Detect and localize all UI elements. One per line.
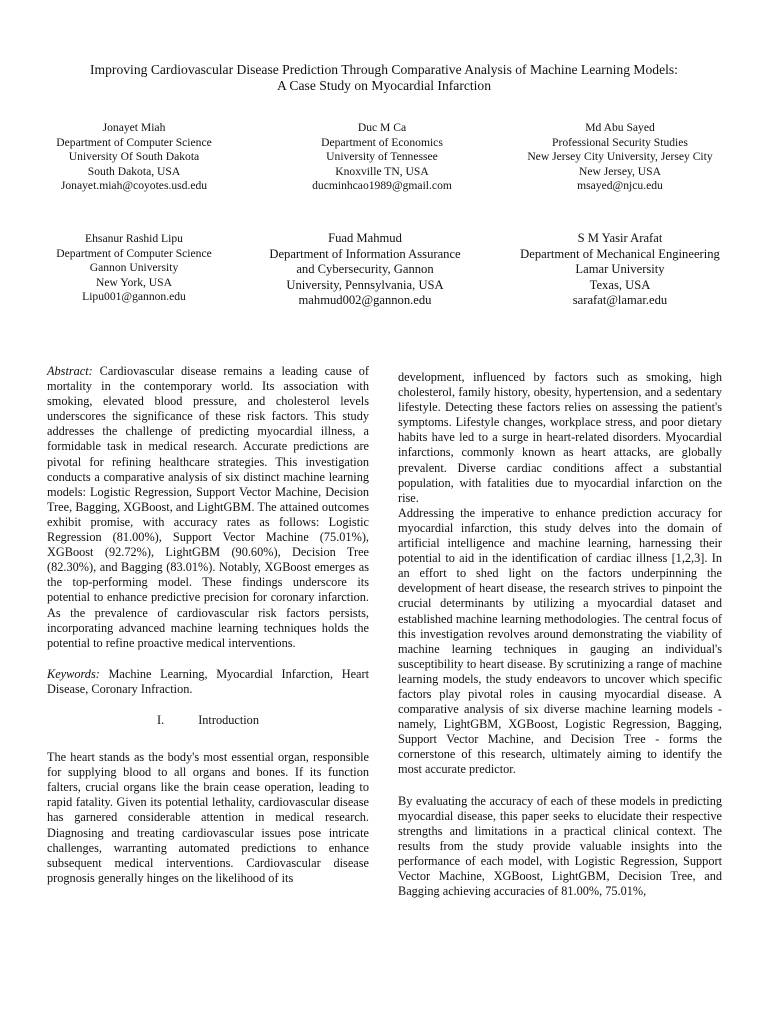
author-affiliation: Texas, USA xyxy=(589,277,651,292)
author-affiliation: Knoxville TN, USA xyxy=(335,164,429,178)
author-affiliation: Department of Information Assurance xyxy=(269,246,461,261)
left-column xyxy=(47,364,369,886)
section-number: I. xyxy=(157,712,165,727)
author-affiliation: University, Pennsylvania, USA xyxy=(286,277,444,292)
title-line-2: A Case Study on Myocardial Infarction xyxy=(276,78,492,93)
author-name: Duc M Ca xyxy=(357,121,407,134)
author-email: Lipu001@gannon.edu xyxy=(82,290,186,304)
author-block xyxy=(252,231,478,309)
author-affiliation: Department of Computer Science xyxy=(56,246,212,260)
body-paragraph: Addressing the imperative to enhance prediction accuracy for myocardial infarction, this study delves into the domain of artificial intelligence and machine learning, harnessing their potential to aid in the identification of cardiac illness [1,2,3]. In an effort to shed light on the factors underpinning the development of heart disease, the research strives to pinpoint the crucial determinants by utilizing a myocardial dataset and established machine learning methodologies. The central focus of this investigation revolves around demonstrating the viability of machine learning techniques in gauging an individual's susceptibility to heart disease. By scrutinizing a range of machine learning models, the study endeavors to uncover which specific factors play pivotal roles in causing myocardial disease. A comparative analysis of six diverse machine learning models - namely, LightGBM, XGBoost, Logistic Regression, Bagging, Support Vector Machine, and Decision Tree - forms the cornerstone of this research, ultimately aiming to identify the most accurate predictor. xyxy=(398,505,722,777)
author-email: mahmud002@gannon.edu xyxy=(298,293,432,308)
author-affiliation: Lamar University xyxy=(575,262,665,277)
paper-title xyxy=(40,62,728,94)
abstract xyxy=(47,364,369,651)
author-affiliation: New Jersey City University, Jersey City xyxy=(527,150,713,164)
keywords xyxy=(47,667,369,697)
author-email: msayed@njcu.edu xyxy=(577,179,663,193)
section-title: Introduction xyxy=(198,712,259,727)
author-affiliation: South Dakota, USA xyxy=(87,164,181,178)
author-affiliation: Department of Computer Science xyxy=(56,135,212,149)
author-name: Ehsanur Rashid Lipu xyxy=(85,232,183,245)
title-line-1: Improving Cardiovascular Disease Prediction Through Comparative Analysis of Machine Learning Models: xyxy=(90,62,678,77)
body-paragraph: By evaluating the accuracy of each of these models in predicting myocardial disease, this paper seeks to elucidate their respective strengths and limitations in a practical clinical context. The results from the study provide valuable insights into the performance of each model, with Logistic Regression, Support Vector Machine, XGBoost, LightGBM, Decision Tree, and Bagging achieving accuracies of 81.00%, 75.01%, xyxy=(398,793,722,899)
author-affiliation: Gannon University xyxy=(89,261,179,275)
intro-paragraph: The heart stands as the body's most essential organ, responsible for supplying blood to all organs and bones. If its function falters, crucial organs like the brain cease operation, leading to rapid fatality. Given its potential lethality, cardiovascular disease has garnered considerable attention in medical research. Diagnosing and treating cardiovascular issues pose intricate challenges, warranting automated predictions to enhance subsequent medical interventions. Cardiovascular disease prognosis generally hinges on the likelihood of its xyxy=(47,750,369,885)
author-block xyxy=(34,121,234,194)
author-affiliation: Department of Mechanical Engineering xyxy=(520,246,720,261)
author-name: Fuad Mahmud xyxy=(328,231,402,245)
author-name: Jonayet Miah xyxy=(102,121,166,134)
right-column xyxy=(398,370,722,899)
author-email: Jonayet.miah@coyotes.usd.edu xyxy=(60,179,208,193)
body-paragraph: development, influenced by factors such as smoking, high cholesterol, family history, obesity, hypertension, and a sedentary lifestyle. Detecting these factors relies on assessing the patient's symptoms. Lifestyle changes, workplace stress, and poor dietary habits have led to a surge in heart-related disorders. Myocardial infarctions, commonly known as heart attacks, are globally prevalent. Diverse cardiac conditions affect a substantial population, with fatalities due to myocardial infarction on the rise. xyxy=(398,370,722,505)
author-block xyxy=(508,231,732,309)
author-block xyxy=(34,232,234,305)
author-block xyxy=(282,121,482,194)
author-affiliation: Professional Security Studies xyxy=(552,135,688,149)
author-email: sarafat@lamar.edu xyxy=(572,293,668,308)
author-email: ducminhcao1989@gmail.com xyxy=(312,179,452,193)
author-block xyxy=(508,121,732,194)
abstract-label: Abstract: xyxy=(47,364,93,378)
author-affiliation: and Cybersecurity, Gannon xyxy=(296,262,434,277)
keywords-label: Keywords: xyxy=(47,666,100,681)
author-affiliation: New Jersey, USA xyxy=(579,164,661,178)
author-name: Md Abu Sayed xyxy=(585,121,655,134)
author-affiliation: New York, USA xyxy=(95,275,172,289)
author-affiliation: Department of Economics xyxy=(321,135,443,149)
author-affiliation: University Of South Dakota xyxy=(68,150,200,164)
author-name: S M Yasir Arafat xyxy=(577,231,663,245)
keywords-text: Machine Learning, Myocardial Infarction, Heart Disease, Coronary Infraction. xyxy=(47,666,369,696)
abstract-text: Cardiovascular disease remains a leading cause of mortality in the contemporary world. Its association with smoking, elevated blood pressure, and cholesterol levels underscores the significance of these risk factors. This study addresses the challenge of predicting myocardial illness, a formidable task in medical research. Accurate predictions are pivotal for refining healthcare strategies. This investigation conducts a comparative analysis of six distinct machine learning models: Logistic Regression, Support Vector Machine, Decision Tree, Bagging, XGBoost, and LightGBM. The attained outcomes exhibit promise, with accuracy rates as follows: Logistic Regression (81.00%), Support Vector Machine (75.01%), XGBoost (92.72%), LightGBM (90.60%), Decision Tree (82.30%), and Bagging (83.01%). Notably, XGBoost emerges as the top-performing model. These findings underscore its potential to enhance predictive precision for coronary infarction. As the prevalence of cardiovascular risk factors persists, incorporating advanced machine learning techniques holds the potential to refine proactive medical interventions. xyxy=(47,364,369,650)
section-heading xyxy=(47,713,369,728)
author-affiliation: University of Tennessee xyxy=(326,150,438,164)
